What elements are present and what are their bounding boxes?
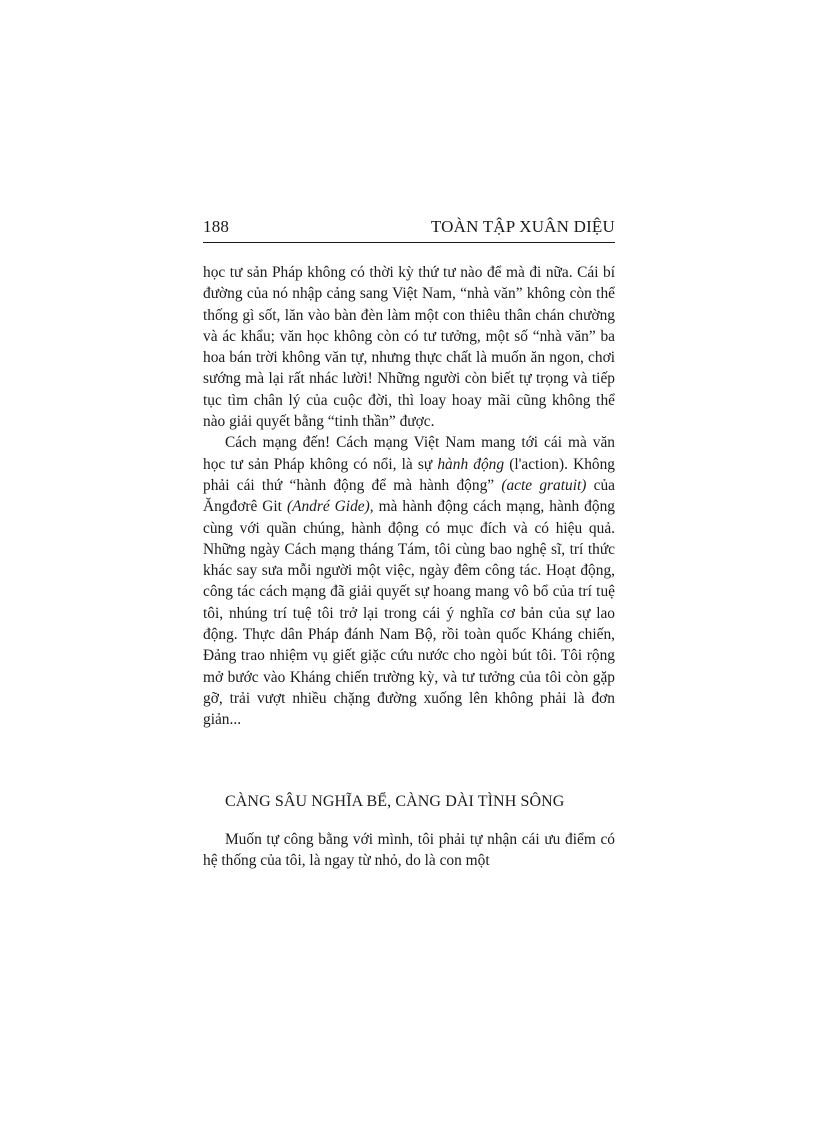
- section-heading: CÀNG SÂU NGHĨA BỂ, CÀNG DÀI TÌNH SÔNG: [225, 793, 565, 810]
- italic-term: (André Gide),: [286, 498, 374, 516]
- paragraph-2-text: (l'action). Không phải cái thứ “hành động để mà hành động”: [203, 455, 615, 494]
- running-head: [203, 216, 615, 243]
- paragraph-2-text: mà hành động cách mạng, hành động cùng với quần chúng, hành động có mục đích và có hiệu quả. Những ngày Cách mạng tháng Tám, tôi cùng bao nghệ sĩ, trí thức khác say sưa mỗi người một việc, ngày đêm công tác. Hoạt động, công tác cách mạng đã giải quyết sự hoang mang vô bổ của trí tuệ tôi, nhúng trí tuệ tôi trở lại trong cái ý nghĩa cơ bản của sự lao động. Thực dân Pháp đánh Nam Bộ, rồi toàn quốc Kháng chiến, Đảng trao nhiệm vụ giết giặc cứu nước cho ngòi bút tôi. Tôi rộng mở bước vào Kháng chiến trường kỳ, và tư tưởng của tôi còn gặp gỡ, trải vượt nhiều chặng đường xuống lên không phải là đơn giản...: [203, 498, 615, 729]
- body-text: [203, 262, 615, 731]
- paragraph-1: học tư sản Pháp không có thời kỳ thứ tư nào để mà đi nữa. Cái bí đường của nó nhập cảng sang Việt Nam, “nhà văn” không còn thể thống gì sốt, lăn vào bàn đèn làm một con thiêu thân chán chường và ác khẩu; văn học không còn có tư tưởng, một số “nhà văn” ba hoa bán trời không văn tự, nhưng thực chất là muốn ăn ngon, chơi sướng mà lại rất nhác lười! Những người còn biết tự trọng và tiếp tục tìm chân lý của cuộc đời, thì loay hoay mãi cũng không thể nào giải quyết bằng “tinh thần” được.: [203, 264, 615, 431]
- italic-term: (acte gratuit): [501, 476, 587, 494]
- paragraph-2: [203, 432, 615, 730]
- page-number: 188: [203, 217, 230, 236]
- paragraph-2-text: Cách mạng đến! Cách mạng Việt Nam mang tới cái mà văn học tư sản Pháp không có nổi, là sự: [203, 434, 615, 473]
- paragraph-3: Muốn tự công bằng với mình, tôi phải tự nhận cái ưu điểm có hệ thống của tôi, là ngay từ nhỏ, do là con một: [203, 831, 615, 870]
- body-text-continued: [203, 829, 615, 872]
- italic-term: hành động: [437, 455, 505, 473]
- paragraph-2-text: của Ăngđơrê Git: [203, 476, 616, 516]
- book-title: TOÀN TẬP XUÂN DIỆU: [430, 217, 615, 236]
